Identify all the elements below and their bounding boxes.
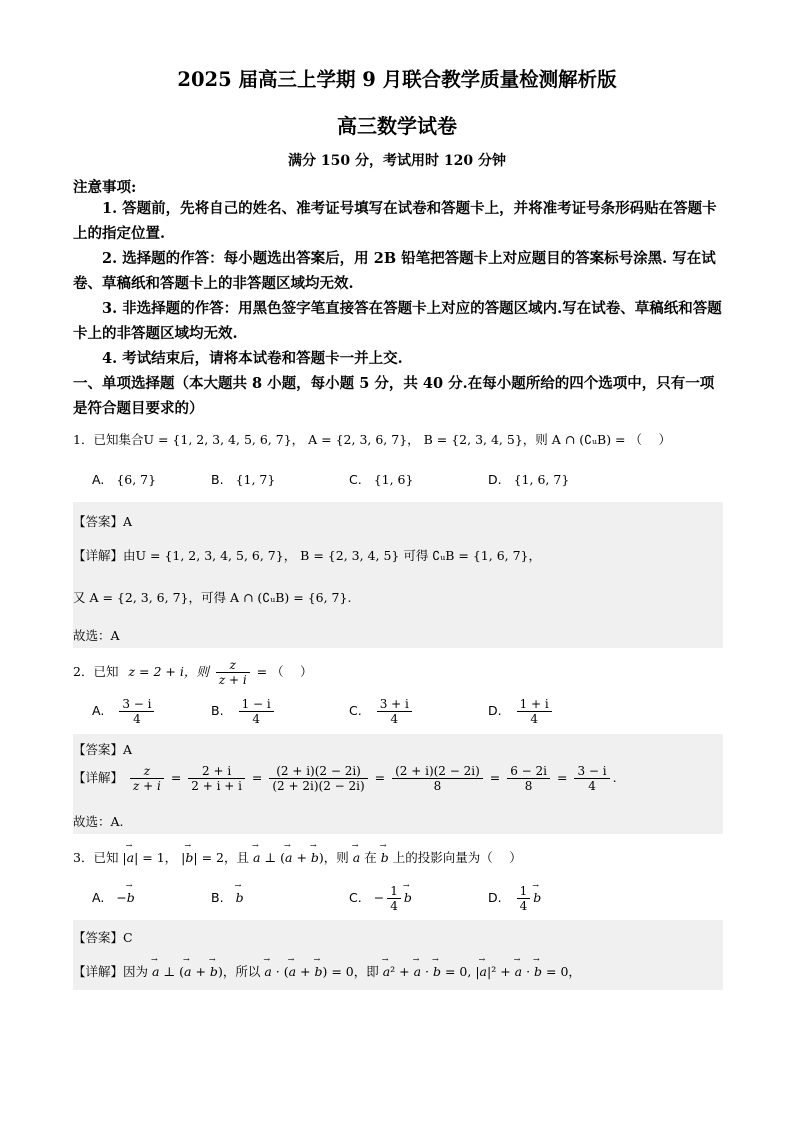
q3-option-a: A. −→ b (92, 890, 135, 905)
exam-meta: 满分 150 分，考试用时 120 分钟 (288, 153, 506, 169)
exam-title: 2025 届高三上学期 9 月联合教学质量检测解析版 (177, 68, 617, 91)
q1-option-c: C. {1, 6} (349, 472, 414, 487)
q3-detail: 【详解】因为 → a ⊥ (→ a + → b)，所以 → a · (→ a + → b) = 0，即 → a² + → a · → b = 0, |→ a|² + → a · → b = 0， (73, 962, 581, 980)
q1-answer: 【答案】A (73, 514, 133, 529)
q3-answer: 【答案】C (73, 930, 133, 945)
q3-option-c: C. − $\frac{1}{4}$ → b (349, 884, 412, 913)
notice-item-2: 2. 选择题的作答：每小题选出答案后，用 2B 铅笔把答题卡上对应题目的答案标号涂黑. 写在试卷、草稿纸和答题卡上的非答题区域均无效. (73, 250, 716, 292)
exam-subtitle: 高三数学试卷 (337, 114, 457, 138)
q2-option-a: A. $\frac{3 - i}{4}$ (92, 697, 157, 726)
q2-solution-box (73, 734, 723, 834)
q3-stem: 3．已知 |→ a| = 1， |→ b| = 2，且 → a ⊥ (→ a + → b)，则 → a 在 → b 上的投影向量为（ ） (73, 848, 522, 866)
q1-detail-line-1: 【详解】由U = {1, 2, 3, 4, 5, 6, 7}， B = {2, 3, 4, 5} 可得 ∁ᵤB = {1, 6, 7}， (73, 548, 541, 563)
q2-fraction: $\frac{z}{z + i}$ (216, 658, 250, 687)
q2-answer: 【答案】A (73, 742, 133, 757)
notice-item-3: 3. 非选择题的作答：用黑色签字笔直接答在答题卡上对应的答题区域内.写在试卷、草稿纸和答题卡上的非答题区域均无效. (73, 300, 722, 342)
section-heading: 一、单项选择题（本大题共 8 小题，每小题 5 分，共 40 分.在每小题所给的四个选项中，只有一项是符合题目要求的） (73, 375, 715, 417)
q2-conclusion: 故选：A. (73, 814, 124, 829)
notice-item-4: 4. 考试结束后，请将本试卷和答题卡一并上交. (102, 350, 403, 367)
q1-detail-line-2: 又 A = {2, 3, 6, 7}，可得 A ∩ (∁ᵤB) = {6, 7}. (73, 590, 352, 605)
q1-option-d: D. {1, 6, 7} (488, 472, 570, 487)
q1-stem: 1．已知集合U = {1, 2, 3, 4, 5, 6, 7}， A = {2, 3, 6, 7}， B = {2, 3, 4, 5}，则 A ∩ (∁ᵤB) = （ ） (73, 432, 671, 447)
q3-option-d: D. $\frac{1}{4}$ → b (488, 884, 541, 913)
q2-stem: 2．已知 z = 2 + i，则 $\frac{z}{z + i}$ = （ ） (73, 658, 313, 687)
q2-option-d: D. $\frac{1 + i}{4}$ (488, 697, 555, 726)
q1-solution-box (73, 502, 723, 648)
q2-option-c: C. $\frac{3 + i}{4}$ (349, 697, 415, 726)
q2-option-b: B. $\frac{1 - i}{4}$ (211, 697, 277, 726)
q2-detail: 【详解】 $\frac{z}{z + i}$ = $\frac{2 + i}{2 + i + i}$ = $\frac{(2 + i)(2 - 2i)}{(2 + 2i)(2 - 2i)}$ = $\frac{(2 + i)(2 - 2i)}{8}$ = $\frac{6 - 2i}{8}$ = $\frac{3 - i}{4}$ . (73, 764, 617, 793)
notice-item-1: 1. 答题前，先将自己的姓名、准考证号填写在试卷和答题卡上，并将准考证号条形码贴在答题卡上的指定位置. (73, 200, 717, 242)
notice-heading: 注意事项: (73, 179, 137, 196)
q1-option-b: B. {1, 7} (211, 472, 276, 487)
q1-conclusion: 故选：A (73, 628, 120, 643)
q1-option-a: A. {6, 7} (92, 472, 157, 487)
q3-option-b: B.→ b (211, 890, 244, 905)
q3-solution-box (73, 920, 723, 990)
